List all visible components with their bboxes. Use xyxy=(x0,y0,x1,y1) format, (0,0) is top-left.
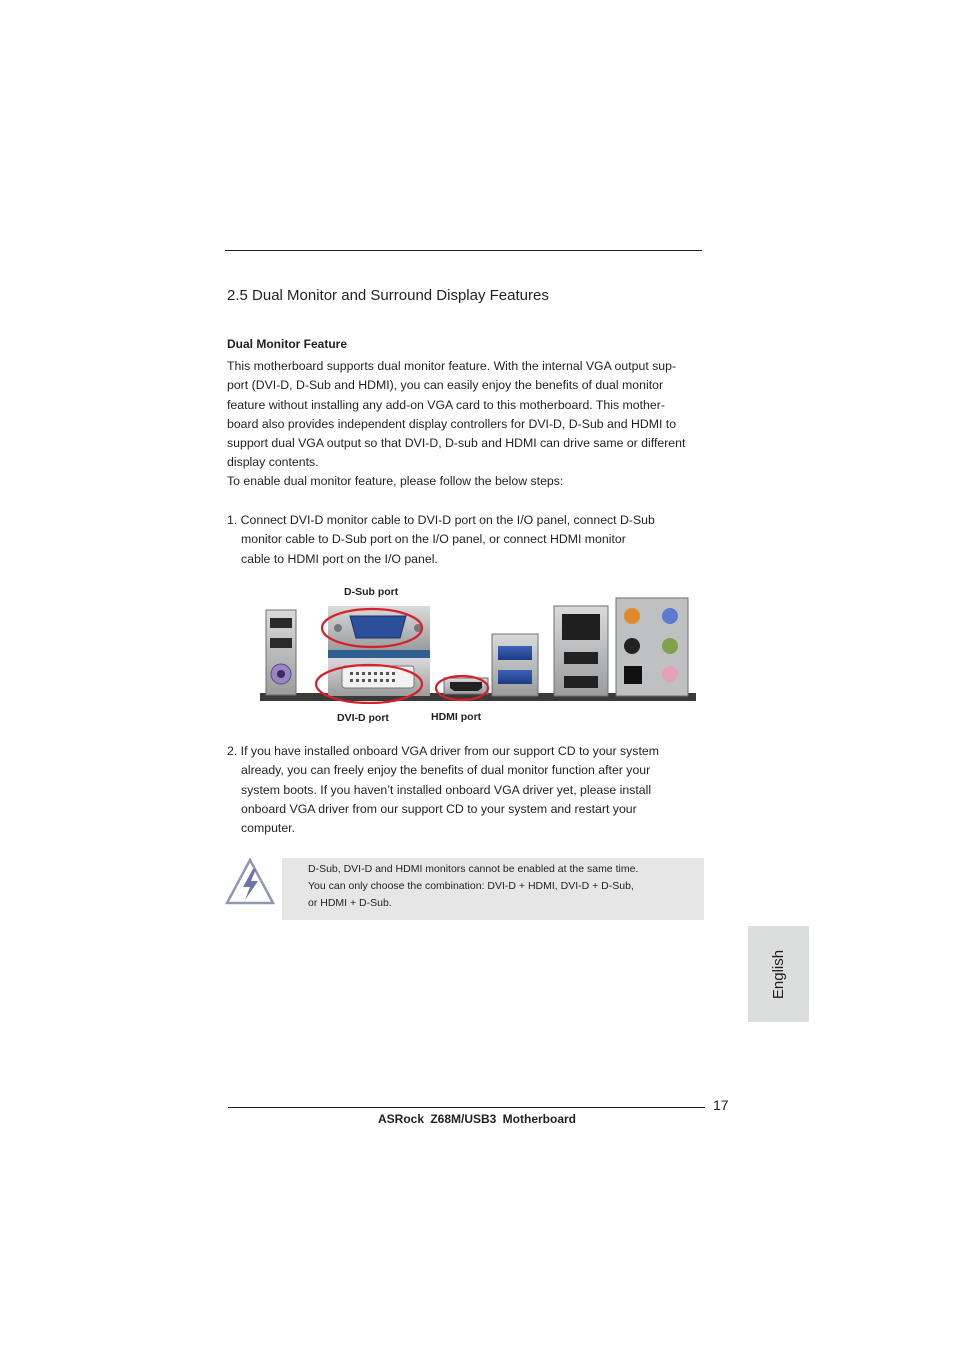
paragraph-line: board also provides independent display controllers for DVI-D, D-Sub and HDMI to xyxy=(227,416,677,431)
step-line: already, you can freely enjoy the benefits of dual monitor function after your xyxy=(241,763,651,778)
io-panel-illustration xyxy=(258,596,698,704)
hdmi-port-label: HDMI port xyxy=(431,711,482,723)
dsub-port-label: D-Sub port xyxy=(344,586,399,598)
footer-title: ASRock Z68M/USB3 Motherboard xyxy=(377,1112,577,1126)
warning-icon xyxy=(224,857,276,907)
note-line: or HDMI + D-Sub. xyxy=(308,897,392,909)
note-line: You can only choose the combination: DVI-D + HDMI, DVI-D + D-Sub, xyxy=(308,880,634,892)
lan-usb-stack xyxy=(554,606,608,696)
step-line: 1. Connect DVI-D monitor cable to DVI-D port on the I/O panel, connect D-Sub xyxy=(227,513,655,527)
step-line: system boots. If you haven’t installed onboard VGA driver yet, please install xyxy=(241,782,652,797)
paragraph-line: support dual VGA output so that DVI-D, D-sub and HDMI can drive same or different xyxy=(227,436,686,451)
step-line: computer. xyxy=(241,821,295,836)
step-line: monitor cable to D-Sub port on the I/O panel, or connect HDMI monitor xyxy=(241,532,626,547)
paragraph-line: display contents. xyxy=(227,455,319,470)
top-rule xyxy=(225,250,702,251)
step-1 xyxy=(227,511,655,569)
step-line: onboard VGA driver from our support CD to your system and restart your xyxy=(241,801,637,816)
language-tab-text: English xyxy=(769,949,787,999)
usb3-stack xyxy=(492,634,538,696)
paragraph-line: This motherboard supports dual monitor feature. With the internal VGA output sup- xyxy=(227,359,677,373)
display-stack xyxy=(328,606,430,696)
dsub-connector xyxy=(350,616,406,638)
bottom-rule xyxy=(228,1107,705,1108)
paragraph-line: port (DVI-D, D-Sub and HDMI), you can easily enjoy the benefits of dual monitor xyxy=(227,378,664,393)
audio-stack xyxy=(616,598,688,696)
paragraph-line: feature without installing any add-on VGA card to this motherboard. This mother- xyxy=(227,397,665,412)
step-line: 2. If you have installed onboard VGA driver from our support CD to your system xyxy=(227,744,659,758)
step-line: cable to HDMI port on the I/O panel. xyxy=(241,551,438,566)
step-2 xyxy=(227,742,659,838)
steps-intro: To enable dual monitor feature, please follow the below steps: xyxy=(227,474,564,488)
ps2-usb-stack xyxy=(266,610,296,695)
language-tab-label xyxy=(748,926,809,1022)
section-title: 2.5 Dual Monitor and Surround Display Features xyxy=(227,287,549,304)
intro-paragraph xyxy=(227,357,705,473)
note-line: D-Sub, DVI-D and HDMI monitors cannot be enabled at the same time. xyxy=(308,863,639,875)
dvid-port-label: DVI-D port xyxy=(337,712,389,724)
note-text xyxy=(308,861,668,912)
subsection-title: Dual Monitor Feature xyxy=(227,337,348,351)
page-number: 17 xyxy=(713,1097,729,1113)
